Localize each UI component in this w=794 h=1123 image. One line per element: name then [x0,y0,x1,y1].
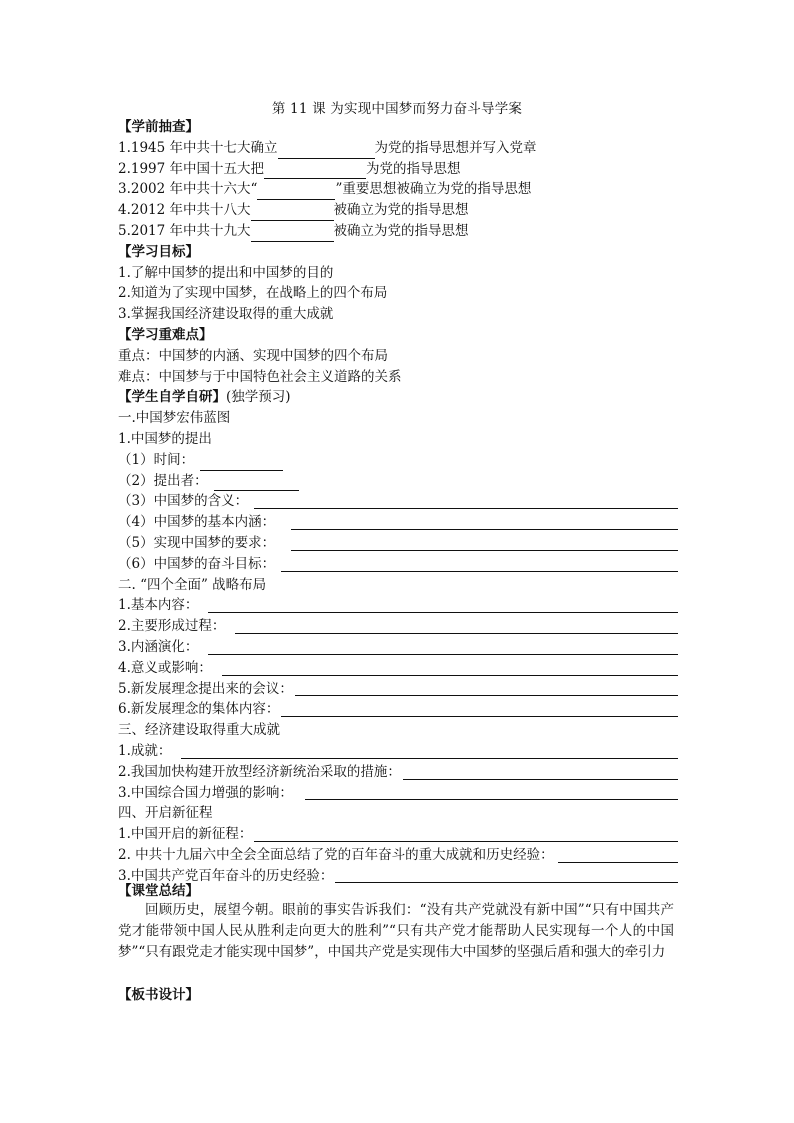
answer-line[interactable] [305,784,678,800]
fill-line: 2.主要形成过程： [118,616,678,637]
subsection-heading: 四、开启新征程 [118,805,213,822]
answer-line[interactable] [295,680,678,696]
answer-blank[interactable] [200,455,283,471]
fill-line: 3.中国综合国力增强的影响： [118,783,678,804]
answer-line[interactable] [558,847,678,863]
section-heading-self-study: 【学生自学自研】 (独学预习) [118,389,291,406]
fill-line: （5）实现中国梦的要求： [118,533,678,554]
answer-line[interactable] [208,639,678,655]
subsection-heading: 一.中国梦宏伟蓝图 [118,410,231,427]
preview-question-2: 2.1997 年中国十五大把 为党的指导思想 [118,159,678,180]
preview-question-3: 3.2002 年中共十六大“ ”重要思想被确立为党的指导思想 [118,179,678,200]
goal-item: 2.知道为了实现中国梦，在战略上的四个布局 [118,285,388,302]
subsection-item: 1.中国梦的提出 [118,430,212,447]
difficult-point: 难点：中国梦与于中国特色社会主义道路的关系 [118,368,402,385]
answer-line[interactable] [335,867,678,883]
preview-question-1: 1.1945 年中共十七大确立 为党的指导思想并写入党章 [118,138,678,159]
section-heading-summary: 【课堂总结】 [118,883,199,899]
goal-item: 3.掌握我国经济建设取得的重大成就 [118,306,334,323]
fill-line: 3.内涵演化： [118,637,678,658]
fill-line: 5.新发展理念提出来的会议： [118,679,678,700]
section-heading-board: 【板书设计】 [118,987,199,1003]
fill-line: 3.中国共产党百年奋斗的历史经验： [118,866,678,887]
answer-line[interactable] [291,514,678,530]
answer-line[interactable] [254,493,678,509]
fill-line: 4.意义或影响： [118,658,678,679]
page-title: 第 11 课 为实现中国梦而努力奋斗导学案 [271,101,523,117]
fill-line: 2. 中共十九届六中全会全面总结了党的百年奋斗的重大成就和历史经验： [118,845,678,866]
fill-line: 2.我国加快构建开放型经济新统治采取的措施： [118,762,678,783]
preview-question-5: 5.2017 年中共十九大 被确立为党的指导思想 [118,221,678,242]
answer-blank[interactable] [251,226,334,242]
fill-line: 1.中国开启的新征程： [118,824,678,845]
answer-line[interactable] [222,660,678,676]
fill-line: （1）时间： [118,450,678,471]
answer-blank[interactable] [278,143,375,159]
preview-question-4: 4.2012 年中共十八大 被确立为党的指导思想 [118,200,678,221]
fill-line: 1.成就： [118,741,678,762]
subsection-heading: 三、经济建设取得重大成就 [118,722,280,739]
answer-blank[interactable] [214,475,299,491]
fill-line: （3）中国梦的含义： [118,491,678,512]
answer-line[interactable] [208,597,678,613]
answer-blank[interactable] [264,163,366,179]
fill-line: （6）中国梦的奋斗目标： [118,554,678,575]
section-heading-goals: 【学习目标】 [118,243,199,260]
answer-blank[interactable] [251,205,334,221]
answer-blank[interactable] [257,184,335,200]
answer-line[interactable] [281,556,678,572]
fill-line: （2）提出者： [118,471,678,492]
answer-line[interactable] [181,743,678,759]
goal-item: 1.了解中国梦的提出和中国梦的目的 [118,264,334,281]
answer-line[interactable] [403,764,678,780]
subsection-heading: 二. “四个全面” 战略布局 [118,576,267,593]
key-point: 重点：中国梦的内涵、实现中国梦的四个布局 [118,347,388,364]
worksheet-body [118,117,678,886]
summary-paragraph: 回顾历史，展望今朝。眼前的事实告诉我们：“没有共产党就没有新中国”“只有中国共产党才能带领中国人民从胜利走向更大的胜利”“只有共产党才能帮助人民实现每一个人的中国梦”“只有跟党走才能实现中国梦”，中国共产党是实现伟大中国梦的坚强后盾和强大的牵引力 [118,902,674,960]
fill-line: 6.新发展理念的集体内容： [118,699,678,720]
answer-line[interactable] [235,618,678,634]
section-heading-key: 【学习重难点】 [118,326,213,343]
section-heading-preview: 【学前抽查】 [118,119,199,135]
answer-line[interactable] [254,826,678,842]
fill-line: （4）中国梦的基本内涵： [118,512,678,533]
answer-line[interactable] [281,701,678,717]
fill-line: 1.基本内容： [118,595,678,616]
answer-line[interactable] [291,535,678,551]
